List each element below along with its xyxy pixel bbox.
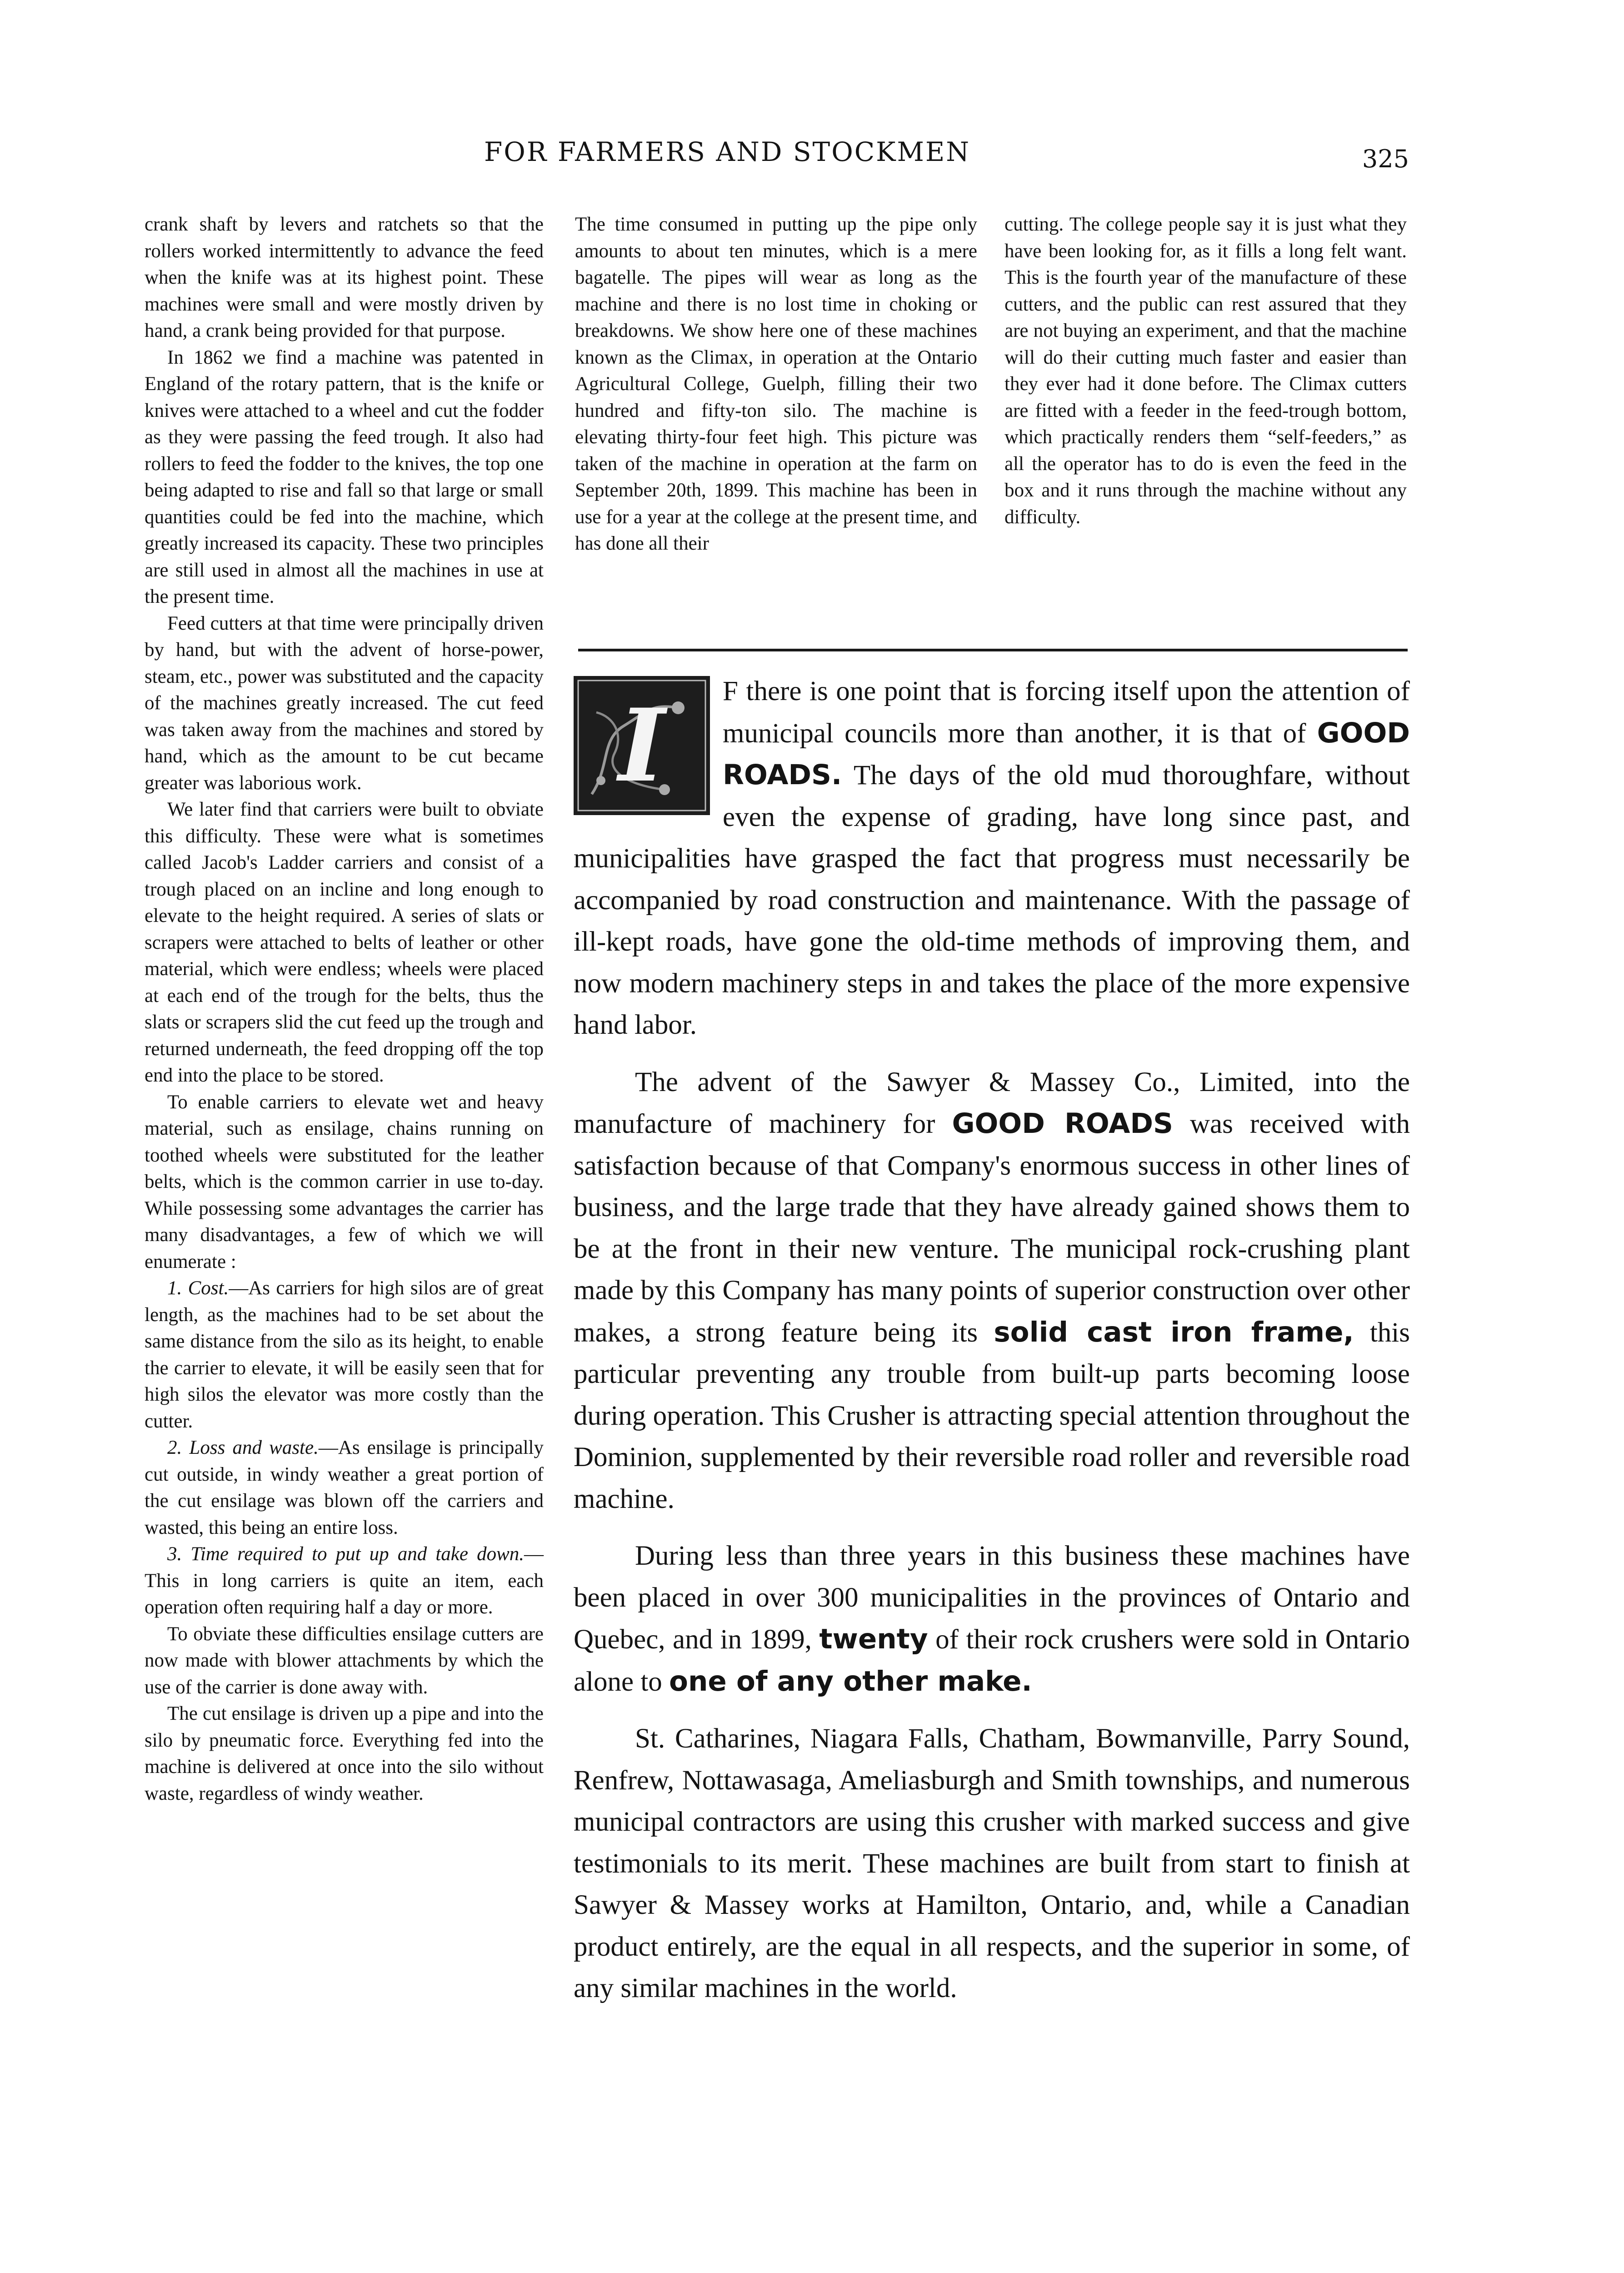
good-roads-emphasis: GOOD ROADS: [952, 1107, 1173, 1140]
list-item-text: —As carriers for high silos are of great length, as the machines had to be set about the same distance from the silo as its height, to enable the carrier to elevate, it will be easily seen that for high silos the elevator was more costly than the cutter.: [145, 1277, 544, 1432]
left-paragraph: The cut ensilage is driven up a pipe and into the silo by pneumatic force. Everything fed into the machine is delivered at once into the silo without waste, regardless of windy weather.: [145, 1703, 544, 1804]
left-column: [145, 211, 544, 1807]
ad-paragraph: [574, 1535, 1410, 1702]
good-roads-emphasis: GOOD ROADS.: [723, 716, 1410, 791]
list-item-label: 2. Loss and waste.: [167, 1437, 319, 1458]
left-paragraph: To enable carriers to elevate wet and heavy material, such as ensilage, chains running on toothed wheels were substituted for the leather belts, which is the common carrier in use to-day. While possessing some advantages the carrier has many disadvantages, a few of which we will enumerate :: [145, 1091, 544, 1272]
list-item-label: 3. Time required to put up and take down.: [167, 1543, 524, 1565]
twenty-emphasis: twenty: [819, 1623, 928, 1655]
ornamental-drop-cap: [574, 676, 710, 815]
left-paragraph: We later find that carriers were built to obviate this difficulty. These were what is sometimes called Jacob's Ladder carriers and consist of a trough placed on an incline and long enough to elevate to the height required. A series of slats or scrapers were attached to belts of leather or other material, which were endless; wheels were placed at each end of the trough for the belts, thus the slats or scrapers slid the cut feed up the trough and returned underneath, the feed dropping off the top end into the place to be stored.: [145, 799, 544, 1086]
ad-paragraph: St. Catharines, Niagara Falls, Chatham, Bowmanville, Parry Sound, Renfrew, Nottawasaga, Ameliasburgh and Smith townships, and numerous municipal contractors are using this crusher with marked success and give testimonials to its merit. These machines are built from start to finish at Sawyer & Massey works at Hamilton, Ontario, and, while a Canadian product entirely, are the equal in all respects, and the superior in some, of any similar machines in the world.: [574, 1723, 1410, 2003]
middle-column: [575, 211, 977, 557]
running-title: FOR FARMERS AND STOCKMEN: [484, 136, 970, 167]
ad-text: F there is one point that is forcing itself upon the attention of municipal councils more than another, it is that of: [723, 676, 1410, 749]
list-item-loss: [145, 1435, 544, 1541]
left-paragraph: In 1862 we find a machine was patented in England of the rotary pattern, that is the knife or knives were attached to a wheel and cut the fodder as they were passing the feed trough. It also had rollers to feed the fodder to the knives, the top one being adapted to rise and fall so that large or small quantities could be fed into the machine, which greatly increased its capacity. These two principles are still used in almost all the machines in use at the present time.: [145, 346, 544, 607]
list-item-cost: [145, 1275, 544, 1435]
left-paragraph: To obviate these difficulties ensilage cutters are now made with blower attachments by which the use of the carrier is done away with.: [145, 1623, 544, 1698]
list-item-time: [145, 1541, 544, 1621]
drop-cap-letter: I: [618, 686, 665, 804]
ad-text: During less than three years in this business these machines have been placed in over 300 municipalities in the provinces of Ontario and Quebec, and in 1899,: [574, 1541, 1410, 1655]
frame-emphasis: solid cast iron frame,: [994, 1316, 1354, 1348]
right-column: [1004, 211, 1407, 531]
ad-text: this particular preventing any trouble from built-up parts becoming loose during operation. This Crusher is attracting special attention throughout the Dominion, supplemented by their reversible road roller and reversible road machine.: [574, 1317, 1410, 1514]
ad-text: of their rock crushers were sold in Ontario alone to: [574, 1624, 1410, 1697]
list-item-label: 1. Cost.: [167, 1277, 229, 1299]
page-number: 325: [1362, 145, 1409, 173]
good-roads-advertisement: [574, 671, 1410, 2025]
ad-text: was received with satisfaction because of that Company's enormous success in other lines of business, and the large trade that they have already gained shows them to be at the front in their new venture. The municipal rock-crushing plant made by this Company has many points of superior construction over other makes, a strong feature being its: [574, 1109, 1410, 1348]
ad-paragraph: [574, 1061, 1410, 1520]
section-divider: [578, 649, 1408, 651]
other-make-emphasis: one of any other make.: [669, 1665, 1032, 1697]
left-paragraph: crank shaft by levers and ratchets so that the rollers worked intermittently to advance the feed when the knife was at its highest point. These machines were small and were mostly driven by hand, a crank being provided for that purpose.: [145, 214, 544, 341]
middle-paragraph: The time consumed in putting up the pipe only amounts to about ten minutes, which is a mere bagatelle. The pipes will wear as long as the machine and there is no lost time in choking or breakdowns. We show here one of these machines known as the Climax, in operation at the Ontario Agricultural College, Guelph, filling their two hundred and fifty-ton silo. The machine is elevating thirty-four feet high. This picture was taken of the machine in operation at the farm on September 20th, 1899. This machine has been in use for a year at the college at the present time, and has done all their: [575, 214, 977, 554]
ad-text: The days of the old mud thoroughfare, without even the expense of grading, have long since past, and municipalities have grasped the fact that progress must necessarily be accompanied by road construction and maintenance. With the passage of ill-kept roads, have gone the old-time methods of improving them, and now modern machinery steps in and takes the place of the more expensive hand labor.: [574, 760, 1410, 1040]
right-paragraph: cutting. The college people say it is just what they have been looking for, as it fills a long felt want. This is the fourth year of the manufacture of these cutters, and the public can rest assured that they are not buying an experiment, and that the machine will do their cutting much faster and easier than they ever had it done before. The Climax cutters are fitted with a feeder in the feed-trough bottom, which practically renders them “self-feeders,” as all the operator has to do is even the feed in the box and it runs through the machine without any difficulty.: [1004, 214, 1407, 528]
list-item-text: —As ensilage is principally cut outside, in windy weather a great portion of the cut ensilage was blown off the carriers and wasted, this being an entire loss.: [145, 1437, 544, 1538]
left-paragraph: Feed cutters at that time were principally driven by hand, but with the advent of horse-power, steam, etc., power was substituted and the capacity of the machines greatly increased. The cut feed was taken away from the machines and stored by hand, which as the amount to be cut became greater was laborious work.: [145, 612, 544, 794]
ad-text: The advent of the Sawyer & Massey Co., Limited, into the manufacture of machinery for: [574, 1066, 1410, 1139]
list-item-text: —This in long carriers is quite an item, each operation often requiring half a day or more.: [145, 1543, 544, 1618]
